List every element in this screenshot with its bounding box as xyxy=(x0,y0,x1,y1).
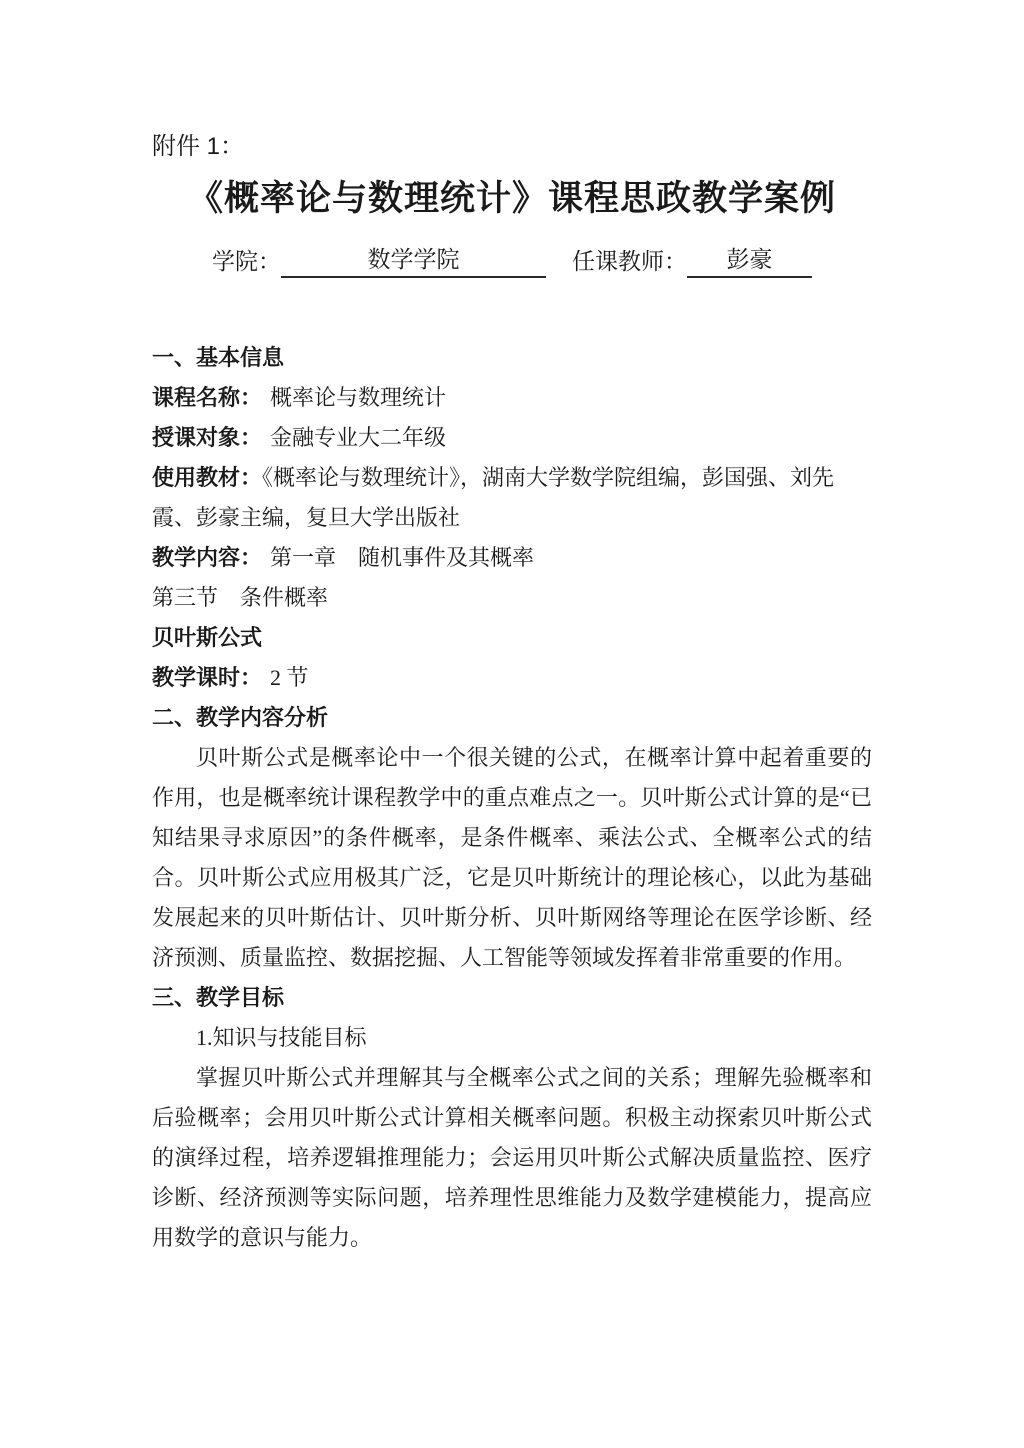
section-basic-info xyxy=(152,338,872,698)
course-name-value: 概率论与数理统计 xyxy=(270,385,447,410)
college-value: 数学学院 xyxy=(367,247,460,272)
field-hours xyxy=(152,658,872,698)
teacher-label: 任课教师： xyxy=(572,249,687,274)
college-field xyxy=(281,244,546,278)
field-course-name xyxy=(152,378,872,418)
audience-label: 授课对象： xyxy=(152,425,263,450)
section3-heading: 三、教学目标 xyxy=(152,985,285,1010)
section-content-analysis xyxy=(152,698,872,978)
section3-subheading: 1.知识与技能目标 xyxy=(196,1025,367,1050)
hours-value: 2 节 xyxy=(270,665,309,690)
field-textbook xyxy=(152,458,872,538)
hours-label: 教学课时： xyxy=(152,665,263,690)
field-teaching-content xyxy=(152,538,872,578)
byline xyxy=(152,244,872,278)
college-label: 学院： xyxy=(212,249,281,274)
attachment-label: 附件 1： xyxy=(152,133,245,160)
course-name-label: 课程名称： xyxy=(152,385,263,410)
section3-paragraph: 掌握贝叶斯公式并理解其与全概率公式之间的关系；理解先验概率和后验概率；会用贝叶斯公式计算相关概率问题。积极主动探索贝叶斯公式的演绎过程，培养逻辑推理能力；会运用贝叶斯公式解决质量监控、医疗诊断、经济预测等实际问题，培养理性思维能力及数学建模能力，提高应用数学的意识与能力。 xyxy=(152,1065,872,1250)
section1-heading: 一、基本信息 xyxy=(152,345,285,370)
teaching-content-line3: 贝叶斯公式 xyxy=(152,625,263,650)
field-audience xyxy=(152,418,872,458)
document-body xyxy=(152,338,872,1258)
page-title: 《概率论与数理统计》课程思政教学案例 xyxy=(187,179,836,218)
section2-paragraph: 贝叶斯公式是概率论中一个很关键的公式，在概率计算中起着重要的作用，也是概率统计课程教学中的重点难点之一。贝叶斯公式计算的是“已知结果寻求原因”的条件概率，是条件概率、乘法公式、全概率公式的结合。贝叶斯公式应用极其广泛，它是贝叶斯统计的理论核心，以此为基础发展起来的贝叶斯估计、贝叶斯分析、贝叶斯网络等理论在医学诊断、经济预测、质量监控、数据挖掘、人工智能等领域发挥着非常重要的作用。 xyxy=(152,745,872,970)
audience-value: 金融专业大二年级 xyxy=(270,425,447,450)
textbook-value: 《概率论与数理统计》，湖南大学数学院组编，彭国强、刘先霞、彭豪主编，复旦大学出版社 xyxy=(152,465,835,530)
teaching-content-line2: 第三节 条件概率 xyxy=(152,585,329,610)
teacher-value: 彭豪 xyxy=(726,247,773,272)
teaching-content-line1: 第一章 随机事件及其概率 xyxy=(270,545,535,570)
teacher-field xyxy=(687,244,812,278)
section-teaching-goals xyxy=(152,978,872,1258)
textbook-label: 使用教材： xyxy=(152,465,263,490)
section2-heading: 二、教学内容分析 xyxy=(152,705,329,730)
teaching-content-label: 教学内容： xyxy=(152,545,263,570)
